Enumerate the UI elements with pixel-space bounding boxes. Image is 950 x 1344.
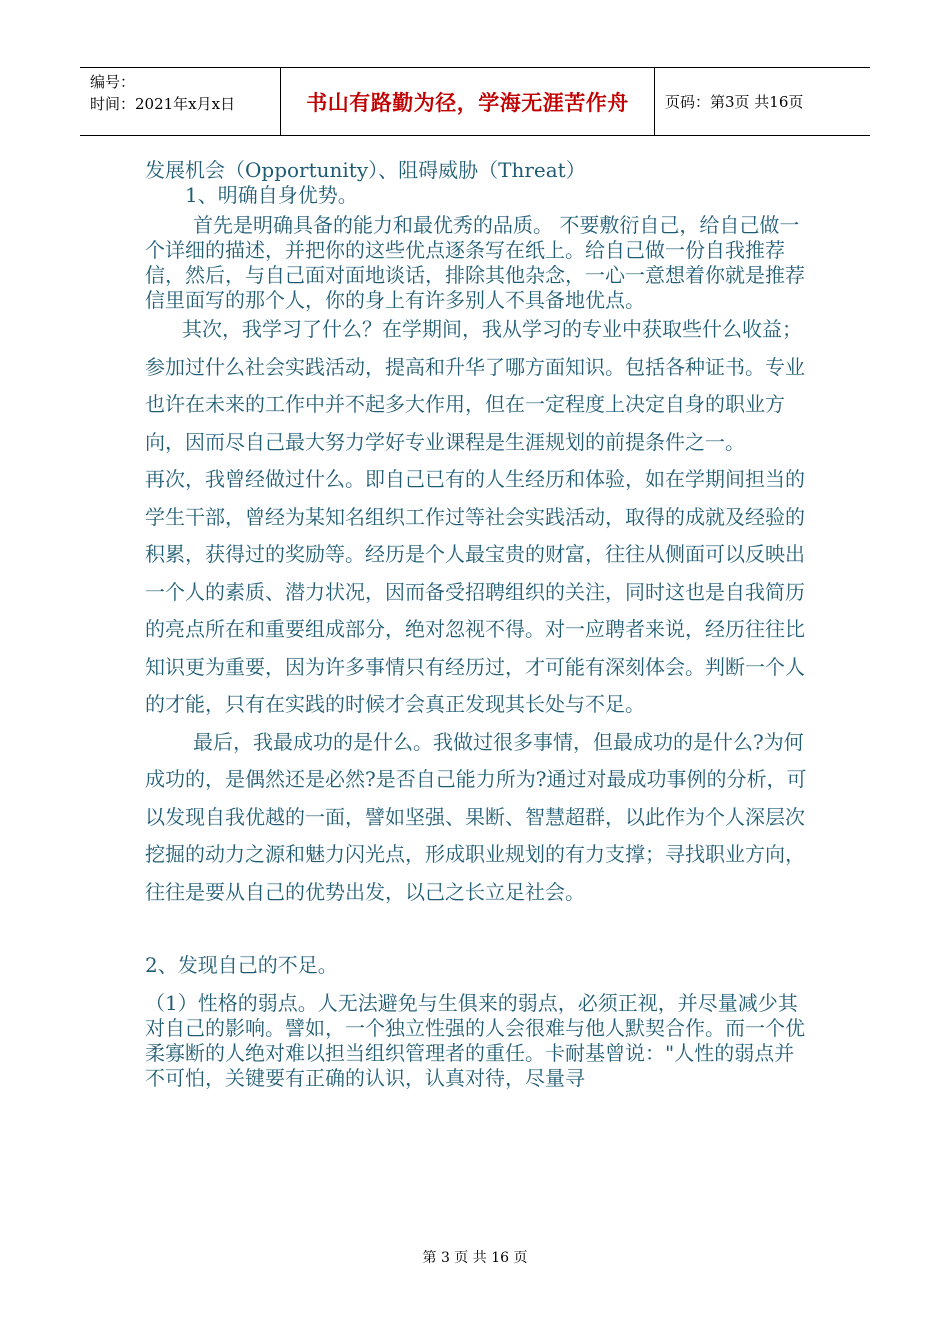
paragraph-second: 其次，我学习了什么？在学期间，我从学习的专业中获取些什么收益；参加过什么社会实践活动，提高和升华了哪方面知识。包括各种证书。专业也许在未来的工作中并不起多大作用，但在一定程度上决定自身的职业方向，因而尽自己最大努力学好专业课程是生涯规划的前提条件之一。 xyxy=(145,317,805,454)
paragraph-first: 首先是明确具备的能力和最优秀的品质。 不要敷衍自己，给自己做一个详细的描述，并把你的这些优点逐条写在纸上。给自己做一份自我推荐信，然后，与自己面对面地谈话，排除其他杂念，一心一意想着你就是推荐信里面写的那个人，你的身上有许多别人不具备地优点。 xyxy=(145,213,805,312)
page-footer: 第 3 页 共 16 页 xyxy=(422,1250,528,1266)
document-body xyxy=(145,158,810,1091)
document-date: 时间：2021年x月x日 xyxy=(90,95,236,113)
header-meta-cell xyxy=(80,68,281,135)
header-table xyxy=(80,67,870,136)
section-heading-strengths: 1、明确自身优势。 xyxy=(185,183,358,207)
paragraph-third: 再次，我曾经做过什么。即自己已有的人生经历和体验，如在学期间担当的学生干部，曾经为某知名组织工作过等社会实践活动，取得的成就及经验的积累，获得过的奖励等。经历是个人最宝贵的财富，往往从侧面可以反映出一个人的素质、潜力状况，因而备受招聘组织的关注，同时这也是自我简历的亮点所在和重要组成部分，绝对忽视不得。对一应聘者来说，经历往往比知识更为重要，因为许多事情只有经历过，才可能有深刻体会。判断一个人的才能，只有在实践的时候才会真正发现其长处与不足。 xyxy=(145,467,805,716)
section-heading-weaknesses: 2、发现自己的不足。 xyxy=(145,953,338,977)
header-page-info: 页码：第3页 共16页 xyxy=(665,93,804,111)
spacer xyxy=(145,911,810,948)
paragraph-weakness: （1）性格的弱点。人无法避免与生俱来的弱点，必须正视，并尽量减少其对自己的影响。譬如，一个独立性强的人会很难与他人默契合作。而一个优柔寡断的人绝对难以担当组织管理者的重任。卡耐基曾说："人性的弱点并不可怕，关键要有正确的认识，认真对待，尽量寻 xyxy=(145,991,805,1090)
document-number-label: 编号： xyxy=(90,73,136,91)
paragraph-last: 最后，我最成功的是什么。我做过很多事情，但最成功的是什么?为何成功的，是偶然还是必然?是否自己能力所为?通过对最成功事例的分析，可以发现自我优越的一面，譬如坚强、果断、智慧超群，以此作为个人深层次挖掘的动力之源和魅力闪光点，形成职业规划的有力支撑；寻找职业方向，往往是要从自己的优势出发，以己之长立足社会。 xyxy=(145,729,807,904)
swot-line: 发展机会（Opportunity）、阻碍威胁（Threat） xyxy=(145,158,586,182)
header-motto: 书山有路勤为径，学海无涯苦作舟 xyxy=(281,68,655,135)
